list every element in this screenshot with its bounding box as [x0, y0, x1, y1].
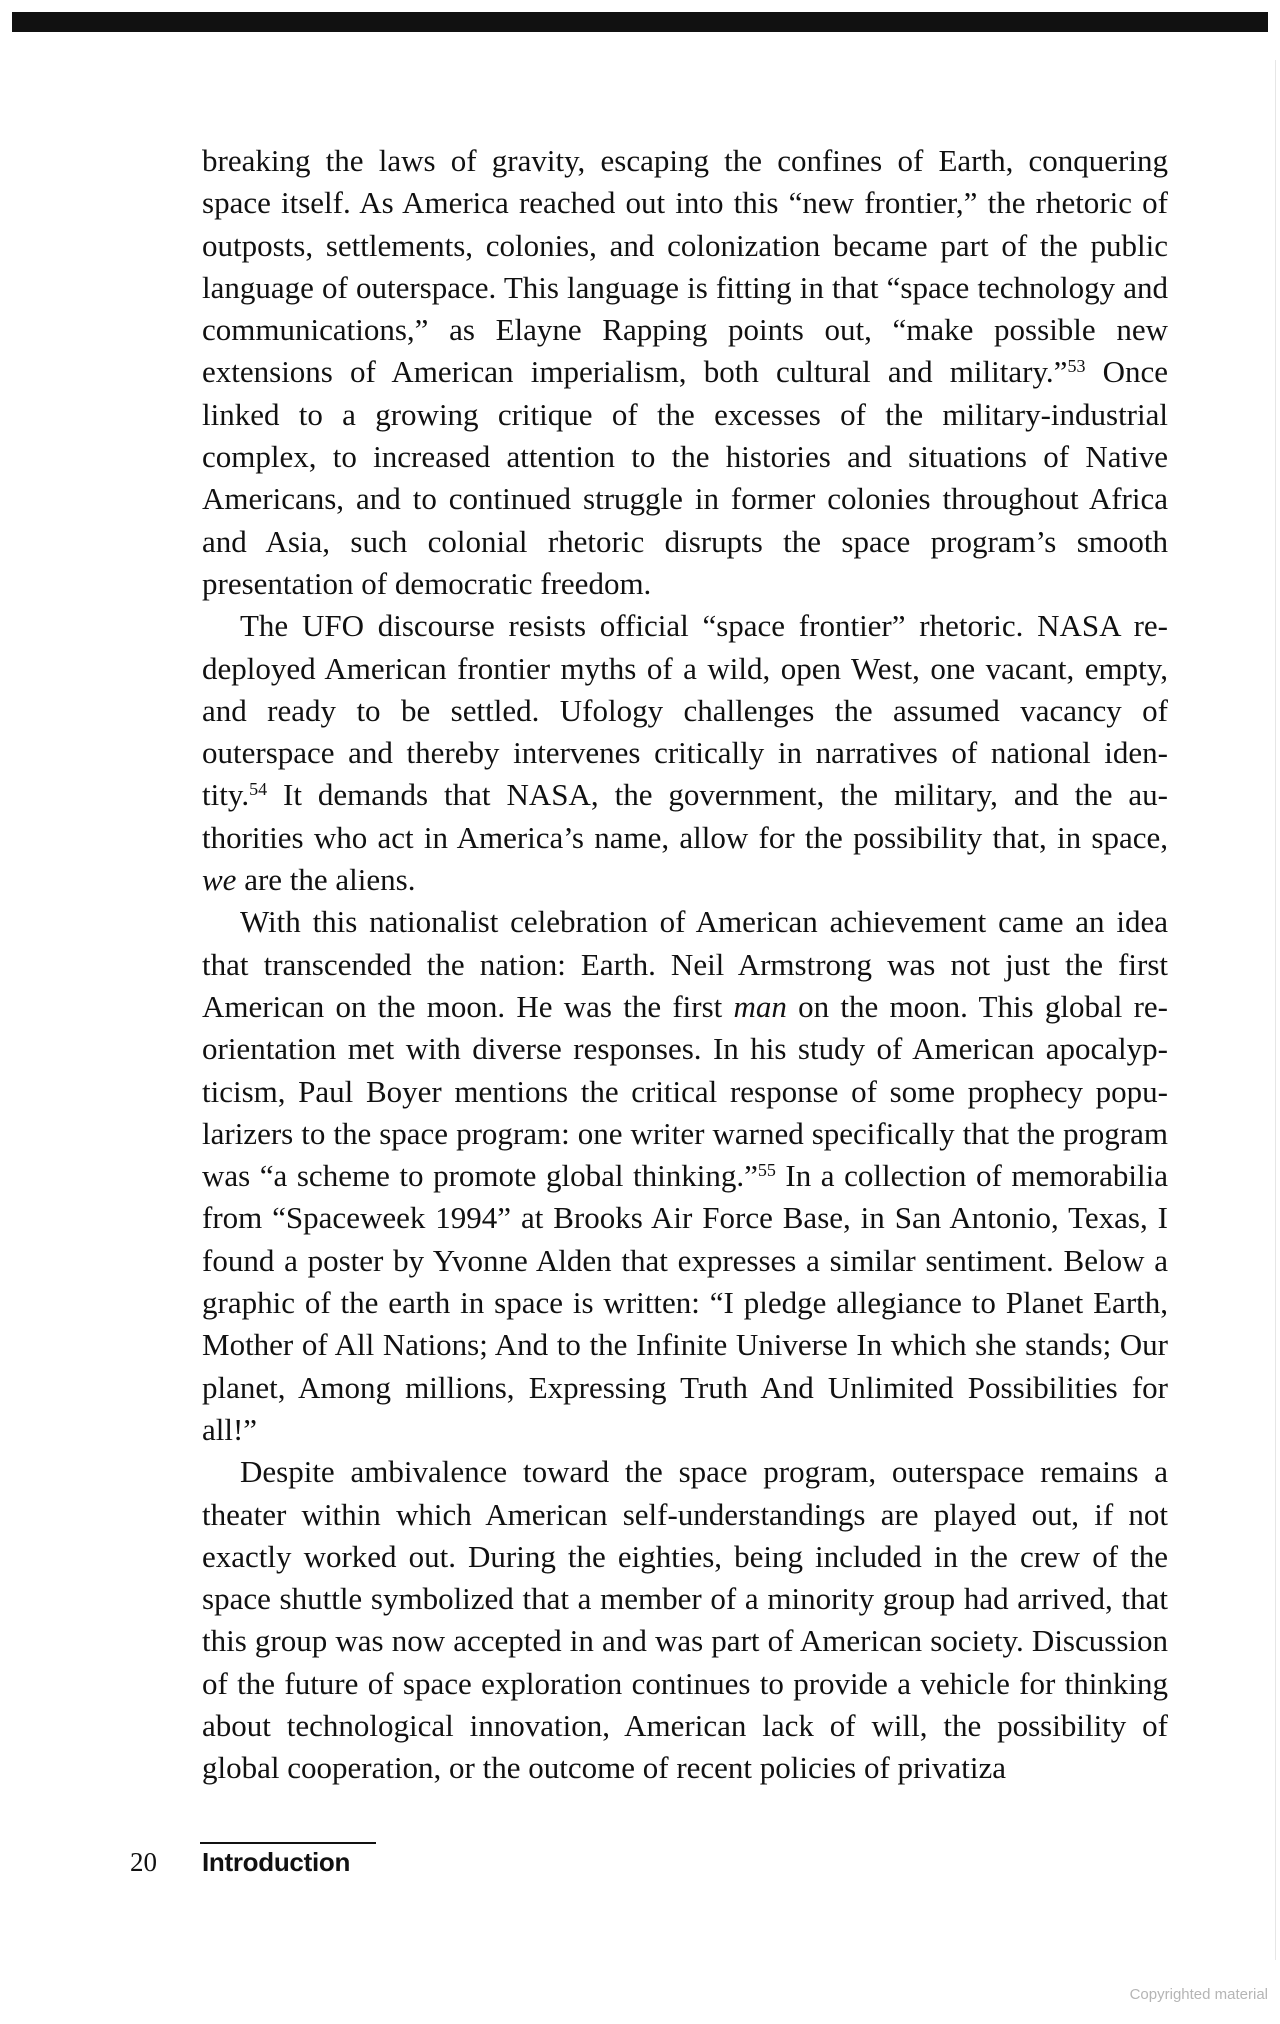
paragraph-1-text-1: breaking the laws of gravity, escaping the confines of Earth, conquering space itself. As America reached out into this “new frontier,” the rhetoric of outposts, settlements, colonies, and colonization became part of the public language of outerspace. This language is fitting in that “space technology and communications,” as Elayne Rapping points out, “make possible new extensions of American imperialism, both cultural and military.”	[202, 143, 1168, 390]
paragraph-2-text-1: The UFO discourse resists official “space frontier” rhetoric. NASA redeployed American frontier myths of a wild, open West, one vacant, empty, and ready to be settled. Ufology challenges the assumed vacancy of outerspace and thereby intervenes critically in narratives of national identity.	[202, 608, 1168, 813]
paragraph-3	[202, 901, 1168, 1451]
paragraph-4	[202, 1451, 1168, 1789]
paragraph-2	[202, 605, 1168, 901]
paragraph-2-text-3: are the aliens.	[236, 862, 416, 898]
running-head: Introduction	[202, 1847, 351, 1877]
paragraph-2-emphasis-we: we	[202, 862, 237, 898]
page-number: 20	[130, 1847, 157, 1877]
paragraph-2-text-2: It demands that NASA, the government, the military, and the authorities who act in America’s name, allow for the possibility that, in space,	[202, 777, 1168, 855]
footnote-ref-54[interactable]: 54	[249, 779, 268, 800]
paragraph-3-emphasis-man: man	[733, 988, 787, 1024]
paragraph-3-text-1: With this nationalist celebration of American achievement came an idea that transcended the nation: Earth. Neil Armstrong was not just the first American on the moon. He was the first	[202, 904, 1168, 1024]
paragraph-3-text-2: on the moon. This global reorientation met with diverse responses. In his study of American apocalypticism, Paul Boyer mentions the critical response of some prophecy popularizers to the space program: one writer warned specifically that the program was “a scheme to promote global thinking.”	[202, 988, 1168, 1194]
copyright-watermark: Copyrighted material	[1129, 1986, 1268, 2003]
paragraph-1-text-2: Once linked to a growing critique of the excesses of the military-industrial complex, to increased attention to the histories and situations of Native Americans, and to continued struggle in former colonies throughout Africa and Asia, such colonial rhetoric disrupts the space program’s smooth presentation of democratic freedom.	[202, 354, 1169, 601]
paragraph-1	[202, 140, 1168, 605]
footer-rule	[200, 1842, 376, 1844]
footnote-ref-53[interactable]: 53	[1067, 356, 1086, 377]
paragraph-3-text-3: In a collection of memorabilia from “Spaceweek 1994” at Brooks Air Force Base, in San Antonio, Texas, I found a poster by Yvonne Alden that expresses a similar sentiment. Below a graphic of the earth in space is written: “I pledge allegiance to Planet Earth, Mother of All Nations; And to the Infinite Universe In which she stands; Our planet, Among millions, Expressing Truth And Unlimited Possibilities for all!”	[202, 1158, 1168, 1447]
paragraph-4-text-1: Despite ambivalence toward the space program, outerspace remains a theater within which American self-understandings are played out, if not exactly worked out. During the eighties, being included in the crew of the space shuttle symbolized that a member of a minority group had arrived, that this group was now accepted in and was part of American society. Discussion of the future of space exploration continues to provide a vehicle for thinking about technological innovation, American lack of will, the possibility of global cooperation, or the outcome of recent policies of privatiza	[202, 1454, 1168, 1786]
footnote-ref-55[interactable]: 55	[757, 1160, 776, 1181]
page-top-border	[12, 12, 1268, 32]
body-text	[202, 140, 1168, 1790]
page-edge-line	[1275, 60, 1276, 1960]
